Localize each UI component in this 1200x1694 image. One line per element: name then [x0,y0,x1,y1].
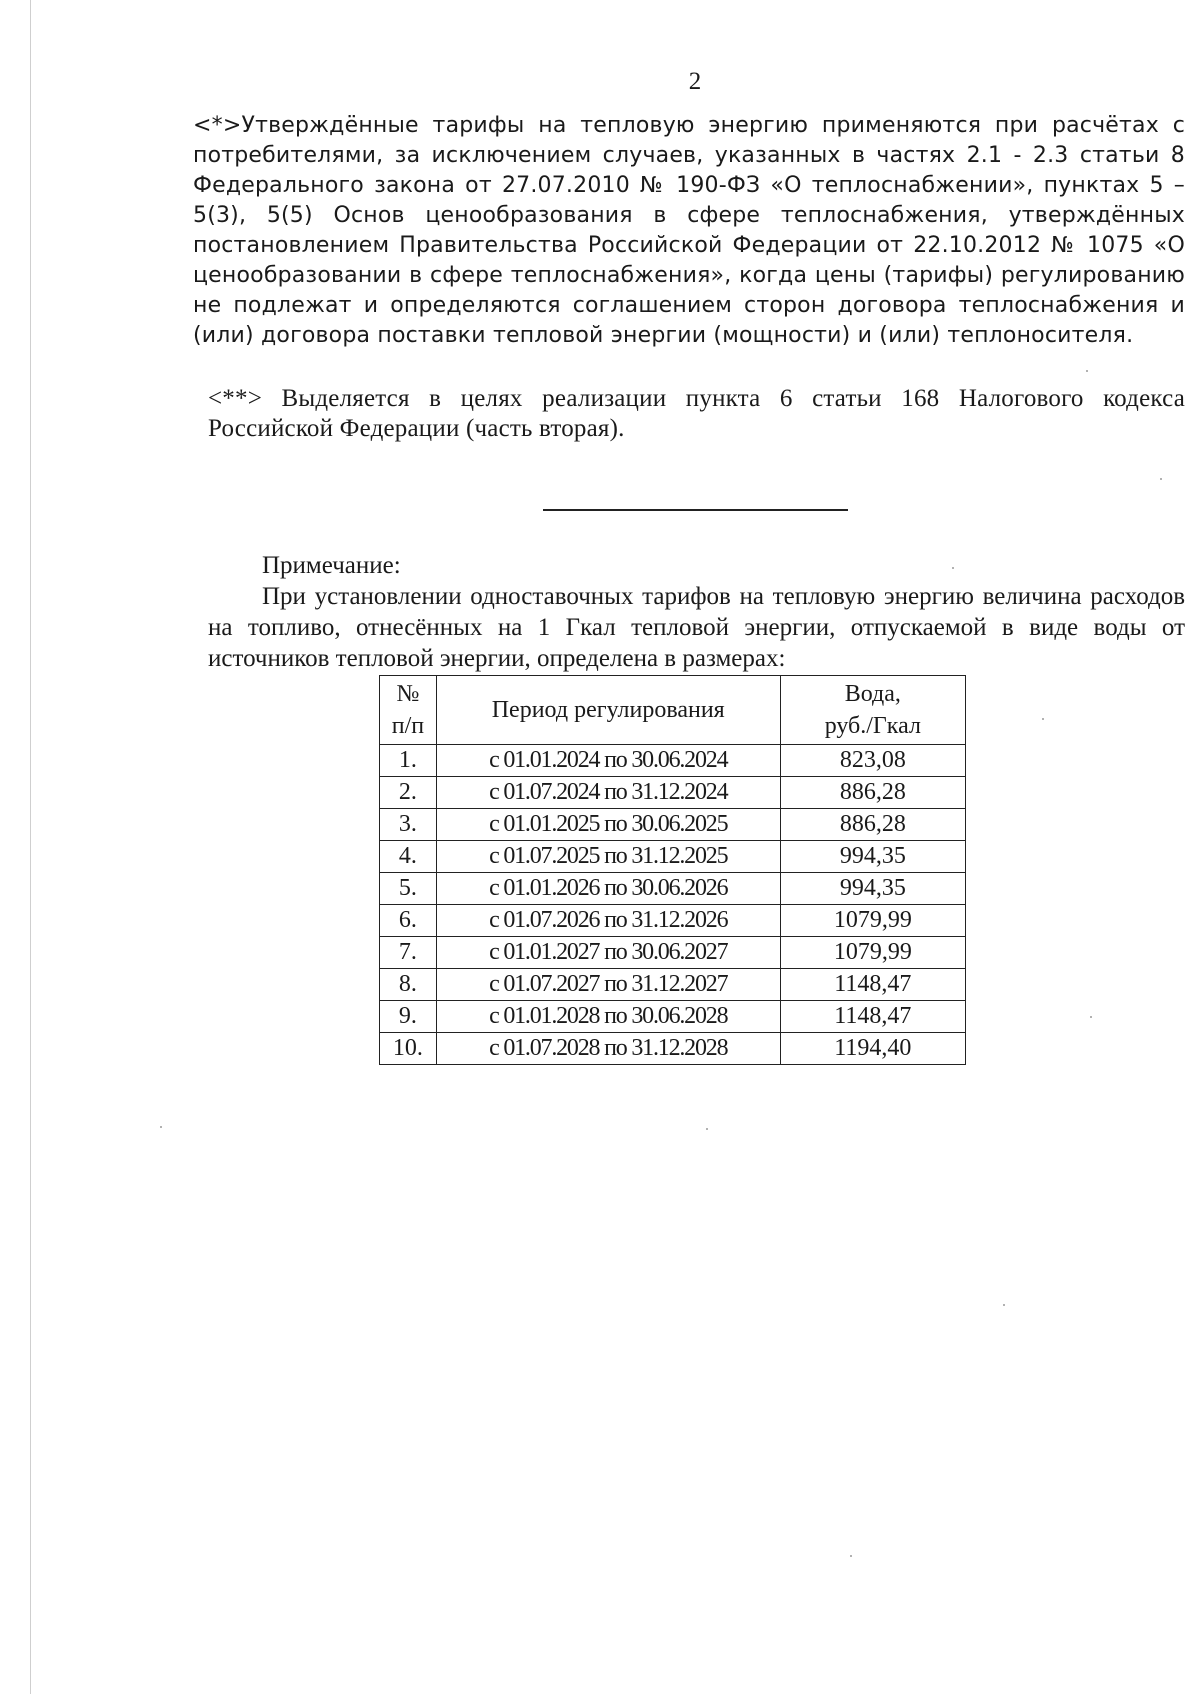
header-number-line2: п/п [391,713,425,739]
scan-speck [850,1555,852,1557]
scan-speck [1160,478,1162,480]
row-number: 2. [380,777,437,809]
row-period: с 01.07.2025 по 31.12.2025 [436,841,780,873]
row-value: 1079,99 [780,905,965,937]
row-period: с 01.01.2026 по 30.06.2026 [436,873,780,905]
row-period: с 01.07.2026 по 31.12.2026 [436,905,780,937]
row-value: 994,35 [780,841,965,873]
table-row [380,905,966,937]
row-period: с 01.01.2027 по 30.06.2027 [436,937,780,969]
header-value-line1: Вода, [844,681,901,707]
row-number: 5. [380,873,437,905]
header-value [780,676,965,745]
row-number: 6. [380,905,437,937]
table-row [380,745,966,777]
table-row [380,969,966,1001]
header-number [380,676,437,745]
row-period: с 01.07.2028 по 31.12.2028 [436,1033,780,1065]
row-number: 9. [380,1001,437,1033]
scan-speck [1042,718,1044,720]
scan-speck [1086,370,1088,372]
table-row [380,1033,966,1065]
row-value: 1079,99 [780,937,965,969]
table-row [380,1001,966,1033]
page-number: 2 [688,68,702,95]
row-value: 1194,40 [780,1033,965,1065]
row-period: с 01.01.2028 по 30.06.2028 [436,1001,780,1033]
row-number: 4. [380,841,437,873]
row-period: с 01.01.2024 по 30.06.2024 [436,745,780,777]
row-number: 3. [380,809,437,841]
row-period: с 01.01.2025 по 30.06.2025 [436,809,780,841]
row-number: 7. [380,937,437,969]
row-number: 8. [380,969,437,1001]
header-period: Период регулирования [436,676,780,745]
row-period: с 01.07.2027 по 31.12.2027 [436,969,780,1001]
footnote-tariffs: <*>Утверждённые тарифы на тепловую энергию применяются при расчётах с потребителями, за исключением случаев, указанных в частях 2.1 - 2.3 статьи 8 Федерального закона от 27.07.2010 № 190-ФЗ «О теплоснабжении», пунктах 5 – 5(3), 5(5) Основ ценообразования в сфере теплоснабжения, утверждённых постановлением Правительства Российской Федерации от 22.10.2012 № 1075 «О ценообразовании в сфере теплоснабжения», когда цены (тарифы) регулированию не подлежат и определяются соглашением сторон договора теплоснабжения и (или) договора поставки тепловой энергии (мощности) и (или) теплоносителя. [193,113,1185,348]
row-value: 823,08 [780,745,965,777]
section-divider [543,509,848,511]
row-value: 994,35 [780,873,965,905]
table-row [380,937,966,969]
scan-speck [706,1128,708,1130]
table-row [380,809,966,841]
scan-edge-line [30,0,31,1694]
scan-speck [160,1126,162,1128]
row-number: 1. [380,745,437,777]
note-heading: Примечание: [262,552,401,579]
table-row [380,873,966,905]
header-value-line2: руб./Гкал [824,713,921,739]
table-row [380,777,966,809]
scan-speck [1090,1016,1092,1018]
scan-speck [952,567,954,569]
row-value: 1148,47 [780,1001,965,1033]
header-number-line1: № [396,681,420,707]
row-value: 886,28 [780,809,965,841]
row-value: 1148,47 [780,969,965,1001]
note-text: При установлении одноставочных тарифов на тепловую энергию величина расходов на топливо, отнесённых на 1 Гкал тепловой энергии, отпускаемой в виде воды от источников тепловой энергии, определена в размерах: [208,583,1185,672]
table-row [380,841,966,873]
row-period: с 01.07.2024 по 31.12.2024 [436,777,780,809]
table-header-row [380,676,966,745]
row-number: 10. [380,1033,437,1065]
scan-speck [1003,1304,1005,1306]
footnote-tax-code: <**> Выделяется в целях реализации пункта 6 статьи 168 Налогового кодекса Российской Федерации (часть вторая). [208,385,1185,442]
tariff-table [379,675,966,1065]
row-value: 886,28 [780,777,965,809]
